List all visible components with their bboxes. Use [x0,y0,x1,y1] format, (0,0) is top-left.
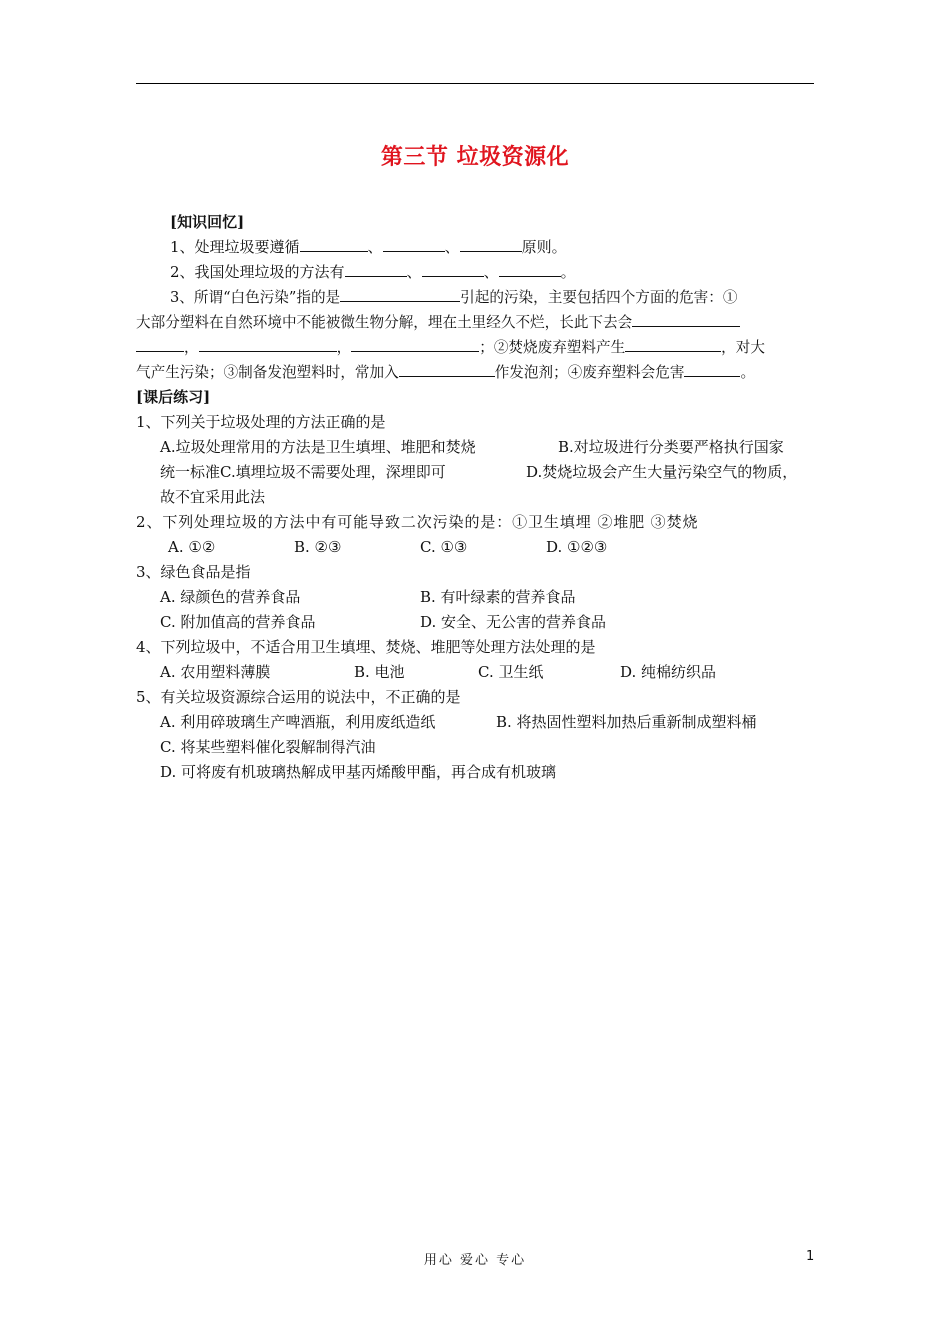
review-question-3-line-1: 3、所谓“白色污染”指的是 引起的污染，主要包括四个方面的危害：① [136,285,814,310]
answer-blank[interactable] [136,336,184,352]
option-b[interactable]: B. 电池 [354,663,405,681]
exercise-question-5-options-row-1 [136,710,814,735]
exercise-question-4-stem: 4、下列垃圾中，不适合用卫生填埋、焚烧、堆肥等处理方法处理的是 [136,638,596,656]
option-c[interactable]: C. 卫生纸 [478,663,544,681]
option-d[interactable]: D. 安全、无公害的营养食品 [420,613,607,631]
option-b[interactable]: B. 有叶绿素的营养食品 [420,588,576,606]
review-heading: [知识回忆] [170,213,245,231]
option-a[interactable]: A. ①② [168,538,216,556]
option-a[interactable]: A. 农用塑料薄膜 [160,663,271,681]
option-a[interactable]: A. 绿颜色的营养食品 [160,588,301,606]
answer-blank[interactable] [345,261,407,277]
option-c[interactable]: C. 附加值高的营养食品 [160,613,316,631]
exercise-question-2-stem: 2、下列处理垃圾的方法中有可能导致二次污染的是：①卫生填埋 ②堆肥 ③焚烧 [136,513,699,531]
answer-blank[interactable] [422,261,484,277]
exercise-question-5-stem: 5、有关垃圾资源综合运用的说法中，不正确的是 [136,688,461,706]
exercise-question-1-options-row-3: 故不宜采用此法 [160,488,266,506]
option-b[interactable]: B. ②③ [294,538,342,556]
option-b[interactable]: B. 将热固性塑料加热后重新制成塑料桶 [496,713,757,731]
exercise-heading: [课后练习] [136,388,211,406]
review-question-3-line-4: 气产生污染；③制备发泡塑料时，常加入 作发泡剂；④废弃塑料会危害 。 [136,360,814,385]
option-c[interactable]: C. ①③ [420,538,468,556]
answer-blank[interactable] [625,336,721,352]
option-a[interactable]: A. 利用碎玻璃生产啤酒瓶，利用废纸造纸 [160,713,436,731]
review-question-1: 1、处理垃圾要遵循 、 、 原则。 [170,238,567,256]
header-rule [136,83,814,84]
answer-blank[interactable] [300,236,368,252]
page-title: 第三节 垃圾资源化 [380,145,570,170]
answer-blank[interactable] [632,311,740,327]
option-d[interactable]: D. ①②③ [546,538,608,556]
exercise-question-1-options-row-2 [136,460,814,485]
option-d[interactable]: D. 纯棉纺织品 [620,663,717,681]
exercise-question-3-options-row-2 [136,610,814,635]
exercise-question-3-options-row-1 [136,585,814,610]
answer-blank[interactable] [340,286,460,302]
exercise-question-3-stem: 3、绿色食品是指 [136,563,251,581]
page-footer: 用心 爱心 专心 [423,1253,527,1268]
option-a[interactable]: A.垃圾处理常用的方法是卫生填埋、堆肥和焚烧 [160,438,476,456]
page-number: 1 [806,1249,815,1264]
answer-blank[interactable] [399,361,495,377]
option-c[interactable]: C. 将某些塑料催化裂解制得汽油 [160,738,376,756]
review-question-3-line-3: ， ， ；②焚烧废弃塑料产生 ，对大 [136,335,814,360]
exercise-question-1-stem: 1、下列关于垃圾处理的方法正确的是 [136,413,386,431]
answer-blank[interactable] [351,336,479,352]
document-body [136,210,814,785]
option-d[interactable]: D.焚烧垃圾会产生大量污染空气的物质， [526,463,798,481]
answer-blank[interactable] [460,236,522,252]
option-b[interactable]: B.对垃圾进行分类要严格执行国家 [558,438,784,456]
review-question-3-line-2: 大部分塑料在自然环境中不能被微生物分解，埋在土里经久不烂，长此下去会 [136,310,814,335]
answer-blank[interactable] [199,336,337,352]
answer-blank[interactable] [499,261,561,277]
option-d[interactable]: D. 可将废有机玻璃热解成甲基丙烯酸甲酯，再合成有机玻璃 [160,763,557,781]
answer-blank[interactable] [684,361,740,377]
answer-blank[interactable] [383,236,445,252]
review-question-2: 2、我国处理垃圾的方法有 、 、 。 [170,263,576,281]
exercise-question-2-options [136,535,814,560]
exercise-question-1-options-row-1 [136,435,814,460]
option-c[interactable]: 统一标准C.填埋垃圾不需要处理，深埋即可 [160,463,446,481]
exercise-question-4-options [136,660,814,685]
